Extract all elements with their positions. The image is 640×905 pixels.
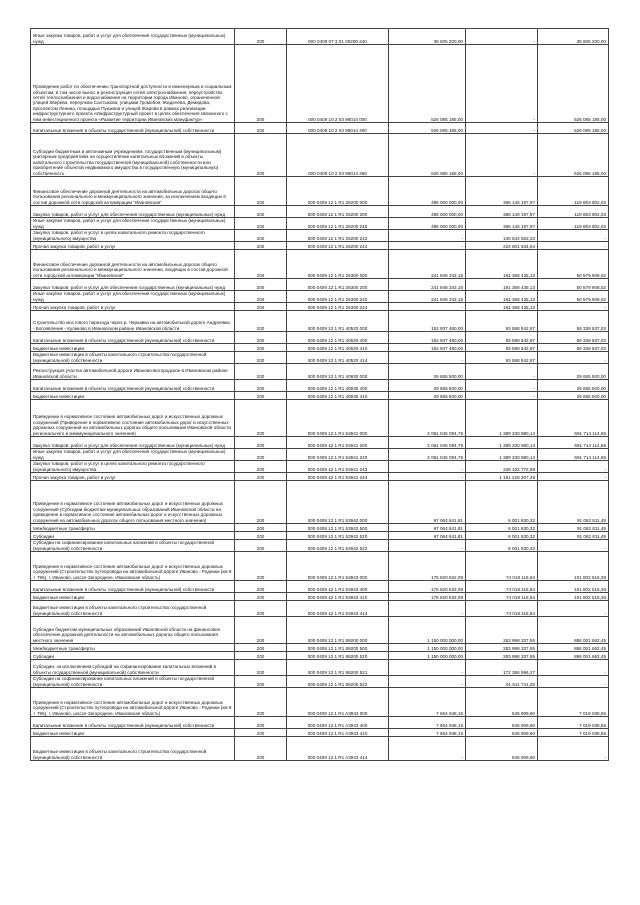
row-code-cell: 200 xyxy=(235,652,287,660)
row-approved-cell: - xyxy=(389,660,466,676)
row-code-cell: 200 xyxy=(235,279,287,291)
row-code-cell: 200 xyxy=(235,364,287,380)
row-approved-cell: 175 820 632,09 xyxy=(389,593,466,601)
row-name-cell: Финансовое обеспечение дорожной деятельности на автомобильных дорогах общего пользования регионального и межмуниципального значения, за исключением входящих в состав дорожной сети городской агломерации "Ивановская" xyxy=(31,177,235,206)
row-name-cell: Субсидии бюджетным и автономным учреждениям, государственным (муниципальным) унитарным предприятиям на осуществление капитальных вложений в объекты капитального строительства государственной (муниципальной) собственности или приобретение объектов недвижимого имущества в государственную (муниципальную) собственность xyxy=(31,134,235,177)
row-code-cell: 200 xyxy=(235,45,287,123)
row-classification-cell: 000 0409 12 1 R1 26200 243 xyxy=(287,230,389,242)
row-unexecuted-cell: 7 019 038,55 xyxy=(538,717,609,729)
table-row xyxy=(31,717,609,729)
table-row xyxy=(31,729,609,737)
row-approved-cell: - xyxy=(389,461,466,473)
row-executed-cell: 140 544 563,33 xyxy=(466,230,538,242)
table-row xyxy=(31,437,609,449)
row-classification-cell: 000 0409 12 1 R1 89200 000 xyxy=(287,617,389,644)
row-classification-cell: 000 0409 12 1 R1 A3943 400 xyxy=(287,717,389,729)
row-unexecuted-cell: - xyxy=(538,660,609,676)
table-row xyxy=(31,279,609,291)
row-executed-cell: 645 909,60 xyxy=(466,717,538,729)
row-name-cell: Бюджетные инвестиции в объекты капитального строительства государственной (муниципальной) собственности xyxy=(31,352,235,364)
table-row xyxy=(31,617,609,644)
row-approved-cell: - xyxy=(389,473,466,481)
row-executed-cell: 93 598 942,97 xyxy=(466,332,538,344)
row-executed-cell: 74 018 116,64 xyxy=(466,552,538,581)
row-code-cell: 200 xyxy=(235,206,287,218)
row-classification-cell: 000 0409 12 1 R1 53941 200 xyxy=(287,437,389,449)
row-approved-cell: 97 064 641,81 xyxy=(389,481,466,524)
row-executed-cell: 6 001 830,32 xyxy=(466,524,538,532)
row-code-cell: 200 xyxy=(235,303,287,311)
table-row xyxy=(31,177,609,206)
row-name-cell: Капитальные вложения в объекты государственной (муниципальной) собственности xyxy=(31,581,235,593)
row-name-cell: Закупка товаров, работ и услуг для обеспечения государственных (муниципальных) нужд xyxy=(31,206,235,218)
row-unexecuted-cell: - xyxy=(538,676,609,688)
row-approved-cell: - xyxy=(389,601,466,617)
row-name-cell: Финансовое обеспечение дорожной деятельности на автомобильных дорогах общего пользования регионального и межмуниципального значения, входящих в состав дорожной сети городской агломерации "Ивановская" xyxy=(31,250,235,279)
table-row xyxy=(31,344,609,352)
row-code-cell: 200 xyxy=(235,449,287,461)
row-unexecuted-cell: 101 802 515,36 xyxy=(538,581,609,593)
row-name-cell: Капитальные вложения в объекты государственной (муниципальной) собственности xyxy=(31,380,235,392)
row-executed-cell: - xyxy=(466,364,538,380)
row-name-cell: Бюджетные инвестиции в объекты капитального строительства государственной (муниципальной) собственности xyxy=(31,737,235,761)
row-executed-cell: 1 389 330 980,14 xyxy=(466,400,538,437)
row-classification-cell: 000 0409 12 1 R1 A3943 000 xyxy=(287,688,389,717)
row-classification-cell: 000 0409 12 1 R1 A3943 414 xyxy=(287,737,389,761)
row-classification-cell: 000 0409 07 3 01 00200 240 xyxy=(287,29,389,45)
row-classification-cell: 000 0409 12 1 R1 53942 520 xyxy=(287,532,389,540)
row-classification-cell: 000 0409 12 1 R1 40520 410 xyxy=(287,344,389,352)
row-code-cell: 200 xyxy=(235,676,287,688)
row-code-cell: 200 xyxy=(235,291,287,303)
table-row xyxy=(31,461,609,473)
table-row xyxy=(31,392,609,400)
row-unexecuted-cell: - xyxy=(538,230,609,242)
row-name-cell: Иные закупки товаров, работ и услуг для обеспечения государственных (муниципальных) нужд xyxy=(31,29,235,45)
row-name-cell: Прочая закупка товаров, работ и услуг xyxy=(31,242,235,250)
row-classification-cell: 000 0409 12 1 R1 40930 410 xyxy=(287,392,389,400)
row-approved-cell: 152 937 480,00 xyxy=(389,311,466,332)
row-name-cell: Бюджетные инвестиции xyxy=(31,593,235,601)
row-name-cell: Иные закупки товаров, работ и услуг для обеспечения государственных (муниципальных) нужд xyxy=(31,449,235,461)
row-classification-cell: 000 0409 12 1 R1 26200 200 xyxy=(287,206,389,218)
row-unexecuted-cell: 91 062 811,49 xyxy=(538,532,609,540)
row-code-cell: 200 xyxy=(235,737,287,761)
row-approved-cell: 97 064 641,81 xyxy=(389,524,466,532)
table-row xyxy=(31,206,609,218)
table-row xyxy=(31,688,609,717)
row-name-cell: Субсидии на софинансирование капитальных вложений в объекты государственной (муниципальной) собственности xyxy=(31,676,235,688)
table-row xyxy=(31,552,609,581)
row-executed-cell: 1 389 330 980,14 xyxy=(466,449,538,461)
row-executed-cell: 172 386 596,27 xyxy=(466,660,538,676)
row-name-cell: Прочая закупка товаров, работ и услуг xyxy=(31,473,235,481)
row-name-cell: Приведение в нормативное состояние автомобильных дорог и искусственных дорожных сооружений (Субсидии бюджетам муниципальных образований Ивановской области на приведение в нормативное состояние автомобильных дорог и искусственных дорожных сооружений на автомобильных дорогах общего пользования местного значения) xyxy=(31,481,235,524)
row-approved-cell: 526 085 185,00 xyxy=(389,134,466,177)
table-row xyxy=(31,242,609,250)
row-unexecuted-cell: - xyxy=(538,601,609,617)
row-code-cell: 200 xyxy=(235,177,287,206)
row-code-cell: 200 xyxy=(235,540,287,552)
row-unexecuted-cell: 691 714 114,65 xyxy=(538,437,609,449)
row-name-cell: Закупка товаров, работ и услуг в целях капитального ремонта государственного (муниципального) имущества xyxy=(31,461,235,473)
row-approved-cell: 7 664 948,15 xyxy=(389,688,466,717)
row-unexecuted-cell: 526 085 185,00 xyxy=(538,45,609,123)
row-executed-cell: 74 018 116,64 xyxy=(466,593,538,601)
row-unexecuted-cell: 35 605 200,00 xyxy=(538,29,609,45)
table-row xyxy=(31,644,609,652)
row-approved-cell: 526 085 185,00 xyxy=(389,123,466,134)
row-code-cell: 200 xyxy=(235,729,287,737)
row-unexecuted-cell: 50 579 908,02 xyxy=(538,291,609,303)
row-unexecuted-cell: 7 019 038,55 xyxy=(538,688,609,717)
row-approved-cell: 241 948 343,15 xyxy=(389,291,466,303)
row-executed-cell: - xyxy=(466,380,538,392)
row-approved-cell: 29 655 500,00 xyxy=(389,380,466,392)
row-unexecuted-cell: 59 338 537,03 xyxy=(538,311,609,332)
row-approved-cell: 2 081 045 094,79 xyxy=(389,437,466,449)
row-executed-cell: 191 368 435,13 xyxy=(466,250,538,279)
row-executed-cell: 645 909,60 xyxy=(466,737,538,761)
row-approved-cell: 241 948 343,15 xyxy=(389,279,466,291)
row-approved-cell: 1 150 000 000,00 xyxy=(389,617,466,644)
row-classification-cell: 000 0409 12 1 R1 53941 000 xyxy=(287,400,389,437)
row-name-cell: Капитальные вложения в объекты государственной (муниципальной) собственности xyxy=(31,717,235,729)
row-approved-cell: 526 085 185,00 xyxy=(389,45,466,123)
row-approved-cell: 1 150 000 000,00 xyxy=(389,652,466,660)
row-name-cell: Бюджетные инвестиции xyxy=(31,729,235,737)
row-unexecuted-cell: 119 853 802,03 xyxy=(538,177,609,206)
row-code-cell: 200 xyxy=(235,461,287,473)
table-row xyxy=(31,352,609,364)
table-row xyxy=(31,481,609,524)
table-row xyxy=(31,380,609,392)
row-approved-cell: - xyxy=(389,230,466,242)
table-row xyxy=(31,29,609,45)
row-unexecuted-cell: 526 085 185,00 xyxy=(538,123,609,134)
row-code-cell: 200 xyxy=(235,532,287,540)
row-classification-cell: 000 0409 12 1 R1 53943 400 xyxy=(287,581,389,593)
row-unexecuted-cell: 29 655 500,00 xyxy=(538,380,609,392)
row-code-cell: 200 xyxy=(235,352,287,364)
table-row xyxy=(31,593,609,601)
row-unexecuted-cell: - xyxy=(538,737,609,761)
row-executed-cell: 365 146 197,97 xyxy=(466,206,538,218)
row-code-cell: 200 xyxy=(235,688,287,717)
table-row xyxy=(31,303,609,311)
row-code-cell: 200 xyxy=(235,717,287,729)
document-page xyxy=(30,28,608,761)
row-code-cell: 200 xyxy=(235,524,287,532)
row-approved-cell: 97 064 641,81 xyxy=(389,532,466,540)
row-unexecuted-cell: - xyxy=(538,473,609,481)
table-row xyxy=(31,134,609,177)
row-name-cell: Приведение в нормативное состояние автомобильных дорог и искусственных дорожных сооружений (Строительство путепровода на автомобильной дороге Иваново - Родники (км 9 + 795), г. Иваново, шоссе Загородное, Ивановская область) xyxy=(31,688,235,717)
row-code-cell: 200 xyxy=(235,400,287,437)
row-code-cell: 200 xyxy=(235,123,287,134)
row-name-cell: Закупка товаров, работ и услуг в целях капитального ремонта государственного (муниципального) имущества xyxy=(31,230,235,242)
row-approved-cell: - xyxy=(389,676,466,688)
row-name-cell: Субсидии xyxy=(31,652,235,660)
row-classification-cell: 000 0409 12 1 R1 53941 243 xyxy=(287,461,389,473)
row-approved-cell: 29 655 500,00 xyxy=(389,364,466,380)
row-unexecuted-cell: 101 802 515,36 xyxy=(538,593,609,601)
row-unexecuted-cell: 59 338 537,03 xyxy=(538,332,609,344)
row-code-cell: 200 xyxy=(235,242,287,250)
row-code-cell: 200 xyxy=(235,250,287,279)
row-executed-cell: - xyxy=(466,45,538,123)
row-unexecuted-cell: 91 062 811,49 xyxy=(538,481,609,524)
row-unexecuted-cell: 29 655 500,00 xyxy=(538,364,609,380)
row-executed-cell: 365 146 197,97 xyxy=(466,177,538,206)
row-approved-cell: 485 000 000,00 xyxy=(389,218,466,230)
row-classification-cell: 000 0409 12 1 R1 26300 200 xyxy=(287,279,389,291)
row-name-cell: Реконструкция участка автомобильной дороги Иваново-Богородское в Ивановском районе Ивановской области xyxy=(31,364,235,380)
row-unexecuted-cell: 526 085 185,00 xyxy=(538,134,609,177)
row-unexecuted-cell: - xyxy=(538,242,609,250)
row-name-cell: Прочая закупка товаров, работ и услуг xyxy=(31,303,235,311)
row-executed-cell: 645 909,60 xyxy=(466,688,538,717)
row-executed-cell: 191 368 435,13 xyxy=(466,303,538,311)
table-row xyxy=(31,601,609,617)
row-name-cell: Закупка товаров, работ и услуг для обеспечения государственных (муниципальных) нужд xyxy=(31,279,235,291)
row-unexecuted-cell: 7 019 038,55 xyxy=(538,729,609,737)
table-row xyxy=(31,364,609,380)
row-executed-cell: 74 018 116,64 xyxy=(466,581,538,593)
row-code-cell: 200 xyxy=(235,392,287,400)
row-executed-cell: 228 102 772,89 xyxy=(466,461,538,473)
row-executed-cell: 93 598 942,97 xyxy=(466,352,538,364)
row-code-cell: 200 xyxy=(235,552,287,581)
row-classification-cell: 000 0409 10 2 03 98014 400 xyxy=(287,123,389,134)
row-classification-cell: 000 0409 12 1 R1 26200 244 xyxy=(287,242,389,250)
row-name-cell: Бюджетные инвестиции xyxy=(31,344,235,352)
budget-execution-table xyxy=(30,28,609,761)
row-executed-cell: - xyxy=(466,29,538,45)
row-approved-cell: 485 000 000,00 xyxy=(389,206,466,218)
row-classification-cell: 000 0409 12 1 R1 89200 500 xyxy=(287,644,389,652)
row-name-cell: Приведение в нормативное состояние автомобильных дорог и искусственных дорожных сооружений (Строительство путепровода на автомобильной дороге Иваново - Родники (км 9 + 795), г. Иваново, шоссе Загородное, Ивановская область) xyxy=(31,552,235,581)
row-name-cell: Капитальные вложения в объекты государственной (муниципальной) собственности xyxy=(31,332,235,344)
row-name-cell: Капитальные вложения в объекты государственной (муниципальной) собственности xyxy=(31,123,235,134)
row-approved-cell: - xyxy=(389,540,466,552)
row-approved-cell: 175 820 632,09 xyxy=(389,581,466,593)
row-name-cell: Приведение в нормативное состояние автомобильных дорог и искусственных дорожных сооружений (Приведение в нормативное состояние автомобильных дорог и искусственных дорожных сооружений на автомобильных дорогах общего пользования Ивановской области регионального и межмуниципального значения) xyxy=(31,400,235,437)
row-classification-cell: 000 0409 12 1 R1 53943 000 xyxy=(287,552,389,581)
row-approved-cell: 29 655 500,00 xyxy=(389,392,466,400)
row-name-cell: Проведение работ по обеспечению транспортной доступности и инженерным и социальным объектам, в том числе вынос и реконструкция сетей электроснабжения, переустройство сетей теплоснабжения и водоснабжения на территории города Иваново, ограниченной улицей Зверева, переулком Салтыкова, улицами Громобоя, Жиделева, Демидова, проспектом Ленина, площадью Пушкина и улицей Жарова в рамках реализации инфраструктурного проекта «Инфраструктурный проект в целях обеспечения связанного с ним инвестиционного проекта «Развитие территории Ивановских мануфактур» xyxy=(31,45,235,123)
row-name-cell: Межбюджетные трансферты xyxy=(31,644,235,652)
row-approved-cell: 152 937 480,00 xyxy=(389,344,466,352)
table-row xyxy=(31,473,609,481)
row-executed-cell: 263 998 337,55 xyxy=(466,617,538,644)
row-code-cell: 200 xyxy=(235,581,287,593)
row-code-cell: 200 xyxy=(235,593,287,601)
row-classification-cell: 000 0409 12 1 R1 53942 000 xyxy=(287,481,389,524)
row-unexecuted-cell: 691 714 114,65 xyxy=(538,449,609,461)
table-row xyxy=(31,660,609,676)
row-executed-cell: - xyxy=(466,123,538,134)
row-code-cell: 200 xyxy=(235,473,287,481)
table-row xyxy=(31,540,609,552)
row-executed-cell: 74 018 116,64 xyxy=(466,601,538,617)
row-name-cell: Субсидии xyxy=(31,532,235,540)
row-classification-cell: 000 0409 12 1 R1 26200 240 xyxy=(287,218,389,230)
row-executed-cell: 365 146 197,97 xyxy=(466,218,538,230)
row-approved-cell: 241 948 343,15 xyxy=(389,250,466,279)
row-executed-cell: 191 368 435,13 xyxy=(466,279,538,291)
row-executed-cell: 191 368 435,13 xyxy=(466,291,538,303)
row-unexecuted-cell: - xyxy=(538,461,609,473)
row-code-cell: 200 xyxy=(235,29,287,45)
row-classification-cell: 000 0409 10 2 03 98014 000 xyxy=(287,45,389,123)
row-executed-cell: 224 601 634,64 xyxy=(466,242,538,250)
table-row xyxy=(31,218,609,230)
row-executed-cell: 1 389 330 980,14 xyxy=(466,437,538,449)
row-unexecuted-cell: - xyxy=(538,303,609,311)
row-unexecuted-cell: 50 579 908,02 xyxy=(538,250,609,279)
row-unexecuted-cell: 59 338 537,03 xyxy=(538,344,609,352)
row-name-cell: Иные закупки товаров, работ и услуг для обеспечения государственных (муниципальных) нужд xyxy=(31,291,235,303)
row-unexecuted-cell: - xyxy=(538,352,609,364)
row-name-cell: Иные закупки товаров, работ и услуг для обеспечения государственных (муниципальных) нужд xyxy=(31,218,235,230)
row-classification-cell: 000 0409 12 1 R1 89200 521 xyxy=(287,660,389,676)
row-code-cell: 200 xyxy=(235,134,287,177)
row-code-cell: 200 xyxy=(235,481,287,524)
row-code-cell: 200 xyxy=(235,437,287,449)
table-row xyxy=(31,332,609,344)
row-classification-cell: 000 0409 12 1 R1 53943 414 xyxy=(287,601,389,617)
row-unexecuted-cell: 886 001 662,45 xyxy=(538,652,609,660)
row-approved-cell: 485 000 000,00 xyxy=(389,177,466,206)
row-approved-cell: 1 150 000 000,00 xyxy=(389,644,466,652)
table-row xyxy=(31,311,609,332)
row-code-cell: 200 xyxy=(235,344,287,352)
row-classification-cell: 000 0409 12 1 R1 26200 000 xyxy=(287,177,389,206)
row-executed-cell: 6 001 830,32 xyxy=(466,540,538,552)
row-classification-cell: 000 0409 12 1 R1 53942 500 xyxy=(287,524,389,532)
row-classification-cell: 000 0409 10 2 03 98014 460 xyxy=(287,134,389,177)
row-classification-cell: 000 0409 12 1 R1 40520 414 xyxy=(287,352,389,364)
table-row xyxy=(31,737,609,761)
row-approved-cell: - xyxy=(389,737,466,761)
row-code-cell: 200 xyxy=(235,601,287,617)
row-classification-cell: 000 0409 12 1 R1 53941 240 xyxy=(287,449,389,461)
table-row xyxy=(31,45,609,123)
row-unexecuted-cell: 886 001 662,45 xyxy=(538,644,609,652)
row-unexecuted-cell: 91 062 811,49 xyxy=(538,524,609,532)
table-row xyxy=(31,581,609,593)
row-classification-cell: 000 0409 12 1 R1 26300 240 xyxy=(287,291,389,303)
row-approved-cell: 152 937 480,00 xyxy=(389,332,466,344)
table-row xyxy=(31,449,609,461)
row-unexecuted-cell: 50 579 908,02 xyxy=(538,279,609,291)
row-executed-cell: - xyxy=(466,392,538,400)
row-executed-cell: 263 998 337,55 xyxy=(466,652,538,660)
row-unexecuted-cell: 119 853 802,03 xyxy=(538,218,609,230)
row-classification-cell: 000 0409 12 1 R1 26300 000 xyxy=(287,250,389,279)
row-name-cell: Субсидии бюджетам муниципальных образований Ивановской области на финансовое обеспечение дорожной деятельности на автомобильных дорогах общего пользования местного значения xyxy=(31,617,235,644)
table-row xyxy=(31,291,609,303)
row-name-cell: Субсидии, за исключением субсидий на софинансирование капитальных вложений в объекты государственной (муниципальной) собственности xyxy=(31,660,235,676)
row-approved-cell: - xyxy=(389,352,466,364)
row-classification-cell: 000 0409 12 1 R1 40930 000 xyxy=(287,364,389,380)
row-executed-cell: 1 161 228 207,25 xyxy=(466,473,538,481)
row-code-cell: 200 xyxy=(235,644,287,652)
row-classification-cell: 000 0409 12 1 R1 40520 000 xyxy=(287,311,389,332)
row-classification-cell: 000 0409 12 1 R1 40520 400 xyxy=(287,332,389,344)
row-classification-cell: 000 0409 12 1 R1 53943 410 xyxy=(287,593,389,601)
row-approved-cell: 2 081 045 094,79 xyxy=(389,400,466,437)
row-name-cell: Бюджетные инвестиции в объекты капитального строительства государственной (муниципальной) собственности xyxy=(31,601,235,617)
table-row xyxy=(31,123,609,134)
row-unexecuted-cell: 101 802 515,36 xyxy=(538,552,609,581)
row-executed-cell: 91 611 741,28 xyxy=(466,676,538,688)
row-executed-cell: 6 001 830,32 xyxy=(466,481,538,524)
table-row xyxy=(31,676,609,688)
table-row xyxy=(31,532,609,540)
row-code-cell: 200 xyxy=(235,311,287,332)
row-unexecuted-cell: 119 853 802,03 xyxy=(538,206,609,218)
row-approved-cell: - xyxy=(389,242,466,250)
row-classification-cell: 000 0409 12 1 R1 40930 400 xyxy=(287,380,389,392)
row-classification-cell: 000 0409 12 1 R1 53941 244 xyxy=(287,473,389,481)
row-code-cell: 200 xyxy=(235,230,287,242)
row-executed-cell: - xyxy=(466,134,538,177)
row-executed-cell: 645 909,60 xyxy=(466,729,538,737)
row-unexecuted-cell: 886 001 662,45 xyxy=(538,617,609,644)
row-classification-cell: 000 0409 12 1 R1 89200 522 xyxy=(287,676,389,688)
row-classification-cell: 000 0409 12 1 R1 89200 520 xyxy=(287,652,389,660)
table-row xyxy=(31,230,609,242)
table-row xyxy=(31,524,609,532)
row-unexecuted-cell: 691 714 114,65 xyxy=(538,400,609,437)
row-code-cell: 200 xyxy=(235,380,287,392)
row-approved-cell: 175 820 632,09 xyxy=(389,552,466,581)
table-row xyxy=(31,652,609,660)
row-approved-cell: 35 605 200,00 xyxy=(389,29,466,45)
row-code-cell: 200 xyxy=(235,617,287,644)
row-code-cell: 200 xyxy=(235,332,287,344)
table-row xyxy=(31,400,609,437)
row-executed-cell: 263 998 337,55 xyxy=(466,644,538,652)
row-name-cell: Бюджетные инвестиции xyxy=(31,392,235,400)
row-code-cell: 200 xyxy=(235,218,287,230)
row-unexecuted-cell: - xyxy=(538,540,609,552)
row-approved-cell: 7 664 948,15 xyxy=(389,717,466,729)
row-classification-cell: 000 0409 12 1 R1 53942 522 xyxy=(287,540,389,552)
row-approved-cell: 7 664 948,15 xyxy=(389,729,466,737)
row-name-cell: Закупка товаров, работ и услуг для обеспечения государственных (муниципальных) нужд xyxy=(31,437,235,449)
row-approved-cell: - xyxy=(389,303,466,311)
table-body xyxy=(31,29,609,761)
row-executed-cell: 93 598 942,97 xyxy=(466,344,538,352)
row-code-cell: 200 xyxy=(235,660,287,676)
row-name-cell: Субсидии на софинансирование капитальных вложений в объекты государственной (муниципальной) собственности xyxy=(31,540,235,552)
row-executed-cell: 93 598 942,97 xyxy=(466,311,538,332)
row-unexecuted-cell: 29 655 500,00 xyxy=(538,392,609,400)
row-approved-cell: 2 081 045 094,79 xyxy=(389,449,466,461)
row-classification-cell: 000 0409 12 1 R1 26300 244 xyxy=(287,303,389,311)
row-name-cell: Межбюджетные трансферты xyxy=(31,524,235,532)
row-executed-cell: 6 001 830,32 xyxy=(466,532,538,540)
row-name-cell: Строительство мостового перехода через р. Черкавка на автомобильной дороге Андреевка - Богоявление - Куликово в Ивановском районе Ивановской области xyxy=(31,311,235,332)
table-row xyxy=(31,250,609,279)
row-classification-cell: 000 0409 12 1 R1 A3943 410 xyxy=(287,729,389,737)
